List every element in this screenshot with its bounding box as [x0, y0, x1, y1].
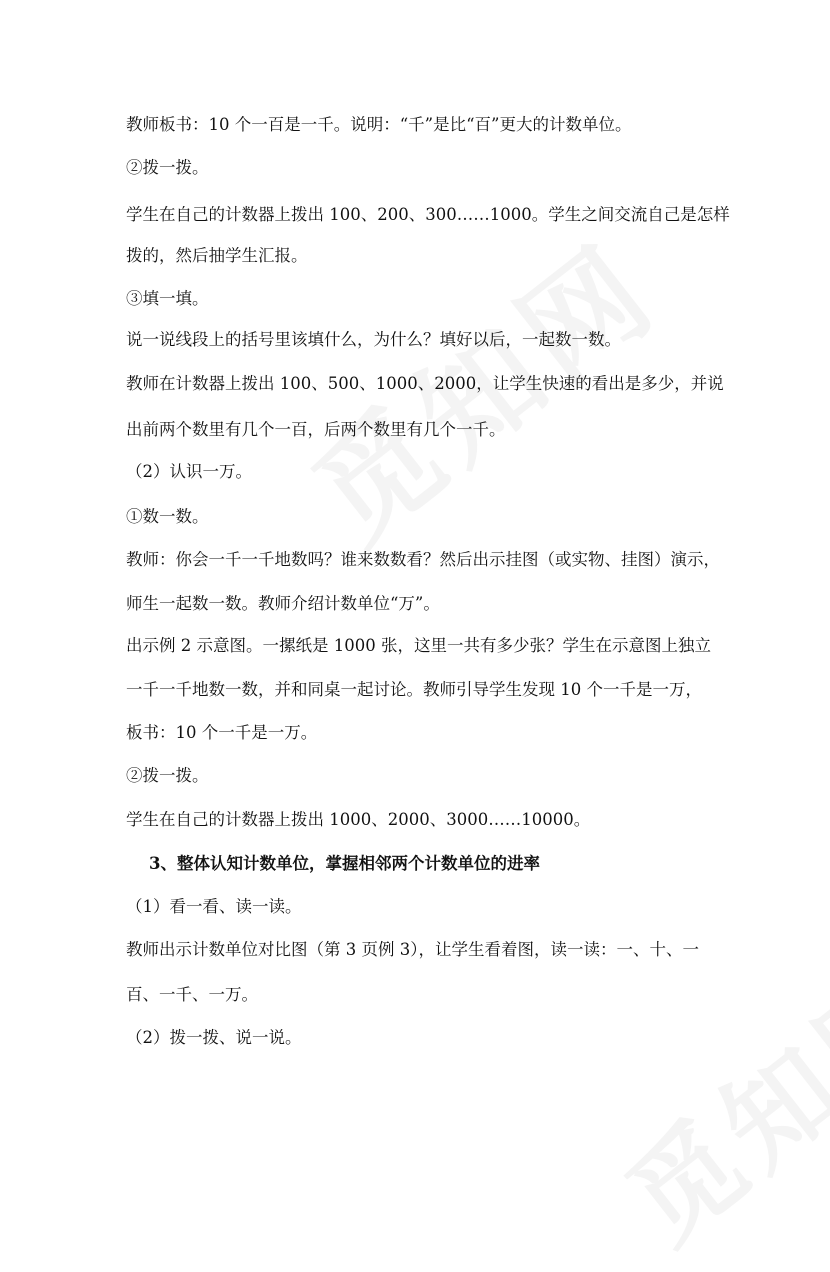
paragraph-line: 拨的，然后抽学生汇报。 [126, 246, 308, 265]
paragraph-line: 教师在计数器上拨出 100、500、1000、2000，让学生快速的看出是多少，并说 [126, 374, 724, 393]
paragraph-line: 说一说线段上的括号里该填什么，为什么？填好以后，一起数一数。 [126, 330, 621, 349]
section-label: （1）看一看、读一读。 [126, 897, 302, 916]
paragraph-line: 出前两个数里有几个一百，后两个数里有几个一千。 [126, 420, 506, 439]
paragraph-line: 教师板书：10 个一百是一千。说明：“千”是比“百”更大的计数单位。 [126, 115, 632, 134]
step-label: ②拨一拨。 [126, 766, 209, 785]
section-label: （2）拨一拨、说一说。 [126, 1028, 302, 1047]
paragraph-line: 教师：你会一千一千地数吗？谁来数数看？然后出示挂图（或实物、挂图）演示， [126, 550, 720, 569]
paragraph-line: 百、一千、一万。 [126, 985, 258, 1004]
paragraph-line: 师生一起数一数。教师介绍计数单位“万”。 [126, 594, 440, 613]
paragraph-line: 出示例 2 示意图。一摞纸是 1000 张，这里一共有多少张？学生在示意图上独立 [126, 636, 711, 655]
step-label: ②拨一拨。 [126, 158, 209, 177]
section-heading: 3、整体认知计数单位，掌握相邻两个计数单位的进率 [149, 854, 540, 873]
step-label: ①数一数。 [126, 507, 209, 526]
section-label: （2）认识一万。 [126, 462, 252, 481]
step-label: ③填一填。 [126, 289, 209, 308]
paragraph-line: 学生在自己的计数器上拨出 100、200、300……1000。学生之间交流自己是怎样 [126, 205, 730, 224]
paragraph-line: 一千一千地数一数，并和同桌一起讨论。教师引导学生发现 10 个一千是一万， [126, 680, 702, 699]
paragraph-line: 板书：10 个一千是一万。 [126, 723, 318, 742]
watermark [590, 926, 830, 1272]
paragraph-line: 学生在自己的计数器上拨出 1000、2000、3000……10000。 [126, 810, 591, 829]
paragraph-line: 教师出示计数单位对比图（第 3 页例 3），让学生看着图，读一读：一、十、一 [126, 940, 699, 959]
